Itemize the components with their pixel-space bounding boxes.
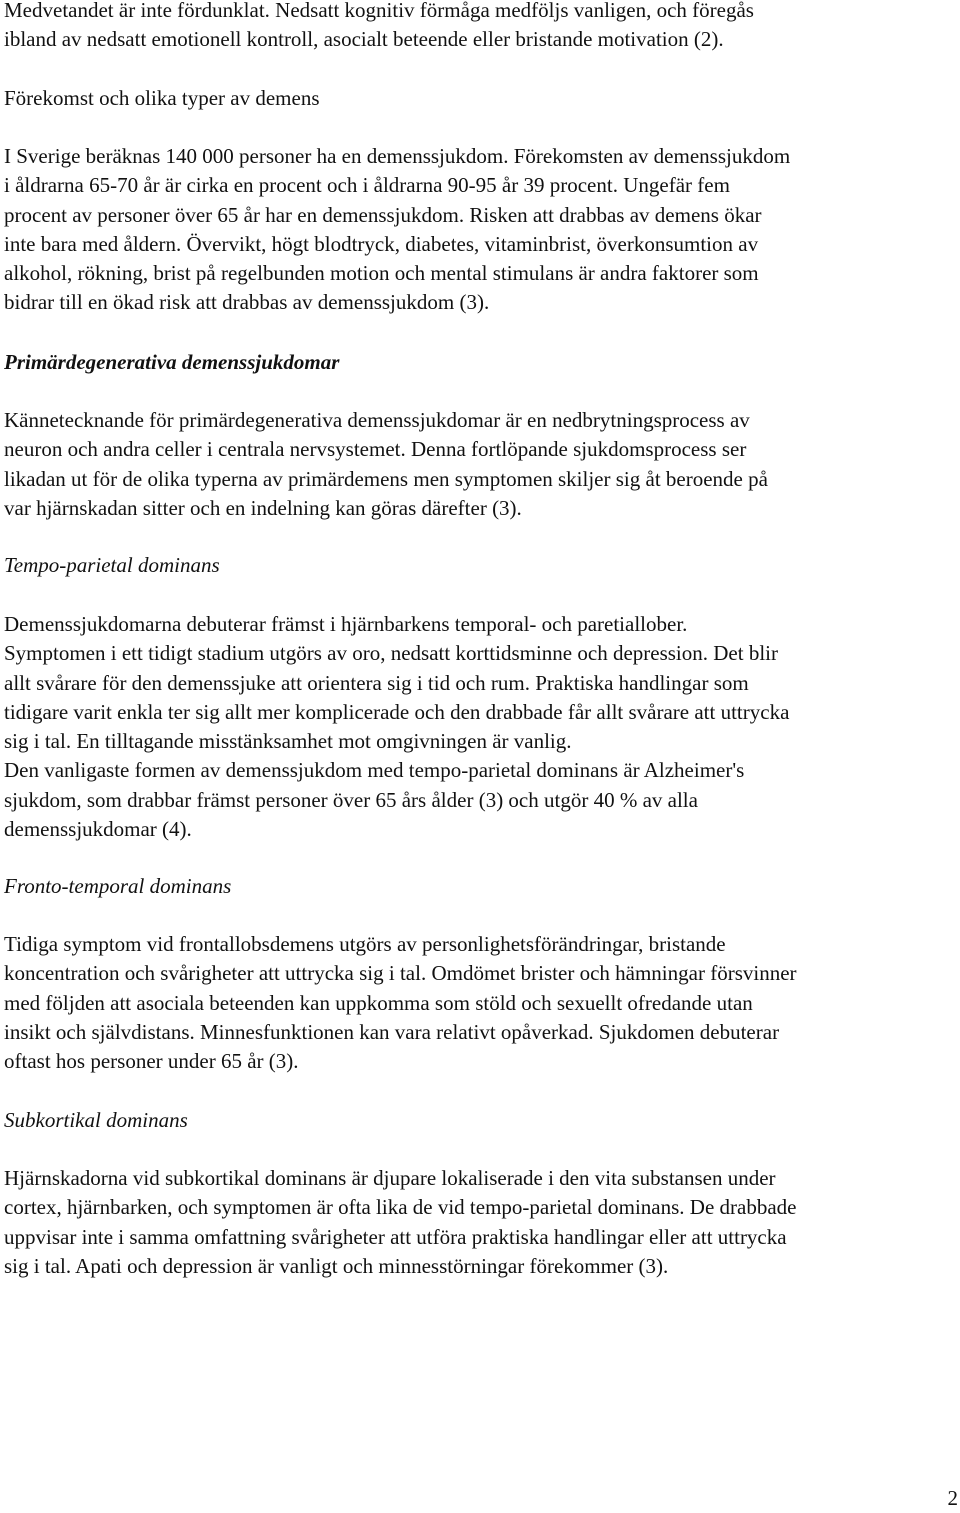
text-line: Kännetecknande för primärdegenerativa demenssjukdomar är en nedbrytningsprocess av xyxy=(4,408,750,432)
heading-prevalence: Förekomst och olika typer av demens xyxy=(4,86,320,110)
text-line: I Sverige beräknas 140 000 personer ha en demenssjukdom. Förekomsten av demenssjukdom xyxy=(4,144,791,168)
text-line: Symptomen i ett tidigt stadium utgörs av oro, nedsatt korttidsminne och depression. Det blir xyxy=(4,641,778,666)
fronto-temporal-paragraph xyxy=(4,930,956,1076)
tempo-parietal-paragraph xyxy=(4,610,956,844)
heading-primary-degenerative: Primärdegenerativa demenssjukdomar xyxy=(4,350,340,374)
page-number: 2 xyxy=(947,1486,958,1510)
text-line: inte bara med åldern. Övervikt, högt blodtryck, diabetes, vitaminbrist, överkonsumtion av xyxy=(4,231,759,256)
heading-subcortical: Subkortikal dominans xyxy=(4,1108,188,1132)
text-line: sig i tal. Apati och depression är vanligt och minnesstörningar förekommer (3). xyxy=(4,1253,669,1278)
text-line: med följden att asociala beteenden kan uppkomma som stöld och sexuellt ofredande utan xyxy=(4,990,753,1015)
text-line: Demenssjukdomarna debuterar främst i hjärnbarkens temporal- och paretiallober. xyxy=(4,612,688,636)
text-line: i åldrarna 65-70 år är cirka en procent och i åldrarna 90-95 år 39 procent. Ungefär fem xyxy=(4,173,730,198)
heading-tempo-parietal: Tempo-parietal dominans xyxy=(4,553,220,577)
text-line: sig i tal. En tilltagande misstänksamhet mot omgivningen är vanlig. xyxy=(4,729,572,754)
text-line: Hjärnskadorna vid subkortikal dominans är djupare lokaliserade i den vita substansen under xyxy=(4,1166,776,1190)
text-line: likadan ut för de olika typerna av primärdemens men symptomen skiljer sig åt beroende på xyxy=(4,466,768,491)
text-line: oftast hos personer under 65 år (3). xyxy=(4,1049,299,1074)
text-line: uppvisar inte i samma omfattning svårigheter att utföra praktiska handlingar eller att uttrycka xyxy=(4,1224,787,1249)
text-line: neuron och andra celler i centrala nervsystemet. Denna fortlöpande sjukdomsprocess ser xyxy=(4,437,747,462)
text-line: koncentration och svårigheter att uttrycka sig i tal. Omdömet brister och hämningar försvinner xyxy=(4,961,797,986)
text-line: tidigare varit enkla ter sig allt mer komplicerade och den drabbade får allt svårare att uttrycka xyxy=(4,699,790,724)
text-line: cortex, hjärnbarken, och symptomen är ofta lika de vid tempo-parietal dominans. De drabbade xyxy=(4,1195,797,1220)
subcortical-paragraph xyxy=(4,1164,956,1281)
text-line: sjukdom, som drabbar främst personer över 65 års ålder (3) och utgör 40 % av alla xyxy=(4,787,698,812)
intro-paragraph xyxy=(4,0,956,55)
primary-degenerative-paragraph xyxy=(4,406,956,523)
text-line: demenssjukdomar (4). xyxy=(4,817,192,842)
text-line: Medvetandet är inte fördunklat. Nedsatt kognitiv förmåga medföljs vanligen, och föregås xyxy=(4,0,754,22)
text-line: alkohol, rökning, brist på regelbunden motion och mental stimulans är andra faktorer som xyxy=(4,261,759,286)
text-line: Tidiga symptom vid frontallobsdemens utgörs av personlighetsförändringar, bristande xyxy=(4,932,726,956)
text-line: bidrar till en ökad risk att drabbas av demenssjukdom (3). xyxy=(4,290,490,315)
text-line: allt svårare för den demenssjuke att orientera sig i tid och rum. Praktiska handlingar som xyxy=(4,670,749,695)
text-line: var hjärnskadan sitter och en indelning kan göras därefter (3). xyxy=(4,495,522,520)
text-line: procent av personer över 65 år har en demenssjukdom. Risken att drabbas av demens ökar xyxy=(4,202,762,227)
heading-fronto-temporal: Fronto-temporal dominans xyxy=(4,874,232,898)
prevalence-paragraph xyxy=(4,142,956,318)
text-line: insikt och självdistans. Minnesfunktionen kan vara relativt opåverkad. Sjukdomen debuterar xyxy=(4,1019,780,1044)
text-line: Den vanligaste formen av demenssjukdom med tempo-parietal dominans är Alzheimer's xyxy=(4,758,745,783)
text-line: ibland av nedsatt emotionell kontroll, asocialt beteende eller bristande motivation (2). xyxy=(4,27,724,52)
